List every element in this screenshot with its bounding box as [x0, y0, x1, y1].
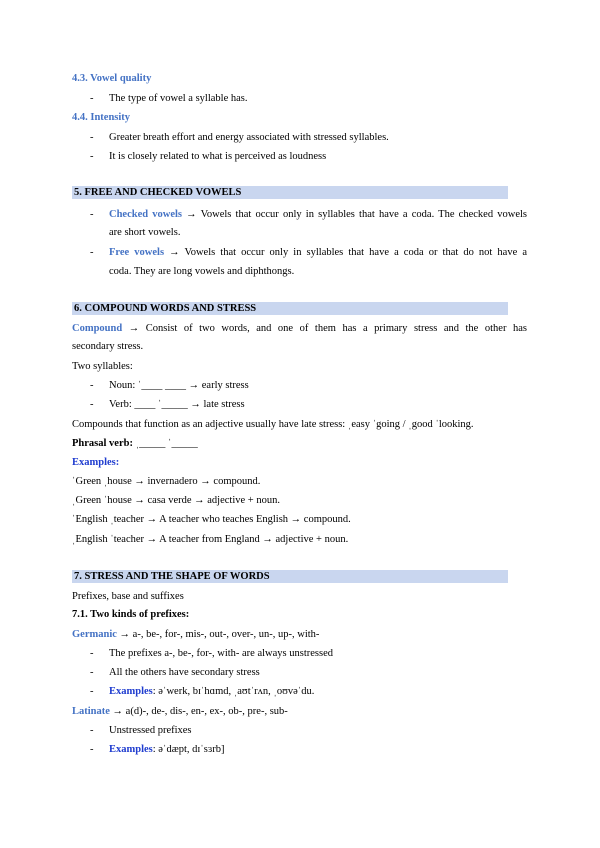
paragraph-adjective-compounds: Compounds that function as an adjective usually have late stress: ˌeasy ˈgoing / ˌgood ˈlooking.	[72, 419, 474, 430]
bullet-continuation: are short vowels.	[109, 227, 181, 238]
definition-text: → Vowels that occur only in syllables that have a coda. The checked vowels	[182, 209, 527, 220]
section-heading-stress-shape: 7. STRESS AND THE SHAPE OF WORDS	[72, 570, 508, 583]
heading-vowel-quality: 4.3. Vowel quality	[72, 73, 152, 84]
phrasal-verb-label: Phrasal verb:	[72, 438, 133, 449]
bullet-dash: -	[90, 686, 94, 697]
bullet-text: It is closely related to what is perceived as loudness	[109, 151, 327, 162]
heading-intensity: 4.4. Intensity	[72, 112, 131, 123]
definition-text: → a-, be-, for-, mis-, out-, over-, un-, up-, with-	[116, 629, 320, 640]
example-line: ˌGreen ˈhouse → casa verde → adjective + noun.	[72, 495, 280, 506]
term-latinate: Latinate	[72, 706, 110, 717]
bullet-dash: -	[90, 648, 94, 659]
bullet-text: All the others have secondary stress	[109, 667, 260, 678]
bullet-checked-vowels	[109, 208, 527, 221]
example-line: ˌEnglish ˈteacher → A teacher from England → adjective + noun.	[72, 534, 349, 545]
bullet-verb: Verb: ____ ˈ_____ → late stress	[109, 399, 245, 410]
term-germanic: Germanic	[72, 629, 117, 640]
bullet-text: Greater breath effort and energy associated with stressed syllables.	[109, 132, 389, 143]
bullet-dash: -	[90, 667, 94, 678]
latinate-line	[72, 705, 288, 718]
bullet-dash: -	[90, 209, 94, 220]
bullet-text: The prefixes a-, be-, for-, with- are always unstressed	[109, 648, 333, 659]
bullet-examples	[109, 685, 314, 698]
term-free-vowels: Free vowels	[109, 247, 165, 258]
bullet-dash: -	[90, 380, 94, 391]
compound-definition	[72, 322, 527, 335]
section-heading-compound-words: 6. COMPOUND WORDS AND STRESS	[72, 302, 508, 315]
example-line: ˈEnglish ˌteacher → A teacher who teaches English → compound.	[72, 514, 351, 525]
paragraph-continuation: secondary stress.	[72, 341, 144, 352]
example-line: ˈGreen ˌhouse → invernadero → compound.	[72, 476, 261, 487]
term-compound: Compound	[72, 323, 123, 334]
bullet-dash: -	[90, 151, 94, 162]
section-heading-free-checked-vowels: 5. FREE AND CHECKED VOWELS	[72, 186, 508, 199]
term-checked-vowels: Checked vowels	[109, 209, 182, 220]
bullet-dash: -	[90, 132, 94, 143]
paragraph-two-syllables: Two syllables:	[72, 361, 133, 372]
bullet-text: Unstressed prefixes	[109, 725, 192, 736]
bullet-continuation: coda. They are long vowels and diphthongs.	[109, 266, 295, 277]
paragraph-intro: Prefixes, base and suffixes	[72, 591, 184, 602]
bullet-dash: -	[90, 399, 94, 410]
bullet-dash: -	[90, 247, 94, 258]
phrasal-verb-pattern: ˌ_____ ˈ_____	[132, 438, 198, 449]
bullet-noun: Noun: ˈ____ ____ → early stress	[109, 380, 249, 391]
bullet-text: The type of vowel a syllable has.	[109, 93, 248, 104]
examples-text: : əˈdæpt, dɪˈsɜrb]	[152, 744, 225, 755]
definition-text: → Vowels that occur only in syllables that have a coda or that do not have a	[164, 247, 527, 258]
examples-label: Examples	[109, 686, 153, 697]
bullet-free-vowels	[109, 246, 527, 259]
subheading-prefixes: 7.1. Two kinds of prefixes:	[72, 609, 190, 620]
examples-text: : əˈwerk, bɪˈhɑmd, ˌaʊtˈrʌn, ˌoʊvəˈdu.	[152, 686, 315, 697]
definition-text: → Consist of two words, and one of them has a primary stress and the other has	[122, 323, 527, 334]
bullet-dash: -	[90, 725, 94, 736]
examples-label: Examples	[109, 744, 153, 755]
definition-text: → a(d)-, de-, dis-, en-, ex-, ob-, pre-, sub-	[109, 706, 288, 717]
bullet-dash: -	[90, 93, 94, 104]
phrasal-verb-line	[72, 437, 198, 450]
germanic-line	[72, 628, 319, 641]
examples-label: Examples:	[72, 457, 120, 468]
bullet-dash: -	[90, 744, 94, 755]
bullet-examples	[109, 743, 225, 756]
